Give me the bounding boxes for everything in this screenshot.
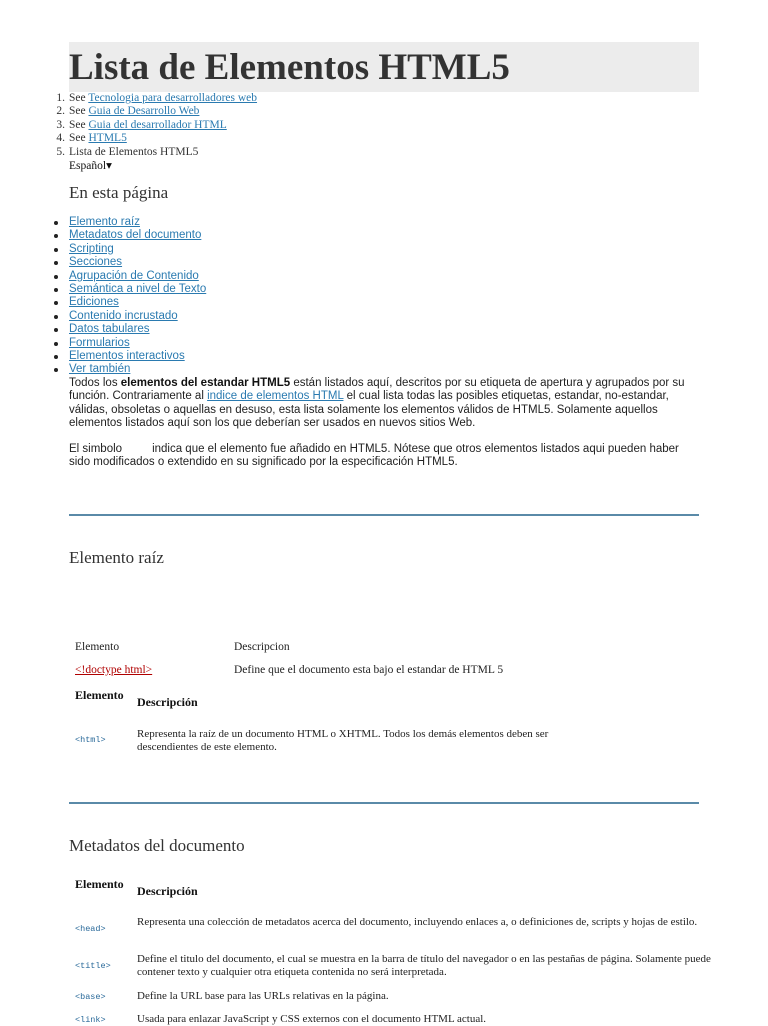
breadcrumb-item: 1. See Tecnologia para desarrolladores web (56, 92, 258, 104)
toc-link-semantica[interactable]: Semántica a nivel de Texto (69, 283, 207, 296)
breadcrumb-link-guia-web[interactable]: Guia de Desarrollo Web (88, 105, 200, 118)
language-label: Español (69, 160, 107, 172)
toc-link-ediciones[interactable]: Ediciones (69, 296, 119, 309)
on-this-page-list (69, 216, 206, 377)
page-title-bar (69, 42, 699, 92)
section-heading-elemento-raiz: Elemento raíz (69, 548, 164, 567)
toc-link-datos-tabulares[interactable]: Datos tabulares (69, 323, 150, 336)
element-code-link: <link> (75, 1015, 106, 1025)
chevron-down-icon: ▾ (106, 160, 112, 172)
section-heading-metadatos: Metadatos del documento (69, 836, 245, 855)
toc-item (69, 310, 206, 323)
intro-paragraph: Todos los elementos del estandar HTML5 están listados aquí, descritos por su etiqueta de apertura y agrupados por su función. Contrariamente al indice de elementos HTML el cual lista todas las posibles etiquetas, estandar, no-estandar, válidas, obsoletas o aquellas en desuso, esta lista solamente los elementos válidos de HTML5. Solamente aquellos elementos listados aquí son los que deberían ser usados en nuevos sitios Web. (69, 377, 685, 430)
toc-item (69, 363, 206, 376)
toc-link-agrupacion[interactable]: Agrupación de Contenido (69, 269, 199, 282)
breadcrumb-link-html5[interactable]: HTML5 (88, 132, 127, 145)
toc-item (69, 283, 206, 296)
on-this-page-heading: En esta página (69, 183, 169, 202)
element-desc-head: Representa una colección de metadatos acerca del documento, incluyendo enlaces a, o definiciones de, scripts y hojas de estilo. (137, 916, 698, 928)
table-header-descripcion: Descripción (137, 884, 198, 898)
toc-item (69, 350, 206, 363)
toc-link-metadatos[interactable]: Metadatos del documento (69, 229, 202, 242)
section-divider (69, 802, 699, 804)
plain-table-header-elemento: Elemento (75, 641, 120, 653)
html5-symbol-paragraph: El simbolo indica que el elemento fue añadido en HTML5. Nótese que otros elementos listados aqui pueden haber sido modificados o extendido en su significado por la especificación HTML5. (69, 443, 679, 469)
toc-link-elemento-raiz[interactable]: Elemento raíz (69, 216, 140, 228)
toc-link-scripting[interactable]: Scripting (69, 242, 114, 255)
toc-link-interactivos[interactable]: Elementos interactivos (69, 350, 185, 363)
breadcrumb (56, 92, 258, 159)
toc-item (69, 216, 206, 229)
plain-table-header-descripcion: Descripcion (234, 641, 290, 653)
element-desc-title: Define el titulo del documento, el cual se muestra en la barra de título del navegador o en las pestañas de página. Solamente puede contener texto y cualquier otra etiqueta contenida no será interpretada. (137, 953, 711, 978)
table-header-elemento: Elemento (75, 877, 124, 891)
doctype-description: Define que el documento esta bajo el estandar de HTML 5 (234, 664, 504, 676)
toc-item (69, 337, 206, 350)
breadcrumb-item: 2. See Guia de Desarrollo Web (56, 105, 200, 118)
breadcrumb-item-current: 5. Lista de Elementos HTML5 (56, 145, 199, 158)
table-header-elemento: Elemento (75, 688, 124, 702)
language-selector[interactable] (69, 158, 112, 172)
toc-link-formularios[interactable]: Formularios (69, 336, 130, 349)
toc-link-contenido-incrustado[interactable]: Contenido incrustado (69, 309, 178, 322)
indice-elementos-link[interactable]: indice de elementos HTML (207, 390, 344, 403)
toc-item (69, 256, 206, 269)
section-divider (69, 514, 699, 516)
toc-item (69, 243, 206, 256)
element-desc-html: Representa la raíz de un documento HTML o XHTML. Todos los demás elementos deben ser descendientes de este elemento. (137, 728, 549, 753)
breadcrumb-item: 3. See Guia del desarrollador HTML (56, 118, 227, 131)
doctype-link[interactable]: <!doctype html> (75, 664, 153, 676)
breadcrumb-link-tecnologia[interactable]: Tecnologia para desarrolladores web (88, 92, 258, 104)
element-code-head: <head> (75, 924, 106, 934)
toc-link-secciones[interactable]: Secciones (69, 256, 123, 269)
breadcrumb-item: 4. See HTML5 (56, 132, 127, 145)
element-code-base: <base> (75, 992, 106, 1002)
toc-item (69, 229, 206, 242)
page-title: Lista de Elementos HTML5 (69, 47, 510, 88)
toc-item (69, 270, 206, 283)
element-desc-link: Usada para enlazar JavaScript y CSS externos con el documento HTML actual. (137, 1013, 487, 1025)
element-code-title: <title> (75, 961, 111, 971)
element-desc-base: Define la URL base para las URLs relativas en la página. (137, 990, 389, 1002)
toc-item (69, 296, 206, 309)
toc-item (69, 323, 206, 336)
element-code-html: <html> (75, 735, 106, 745)
toc-link-ver-tambien[interactable]: Ver también (69, 363, 131, 376)
table-header-descripcion: Descripción (137, 695, 198, 709)
breadcrumb-link-guia-html[interactable]: Guia del desarrollador HTML (88, 118, 227, 131)
